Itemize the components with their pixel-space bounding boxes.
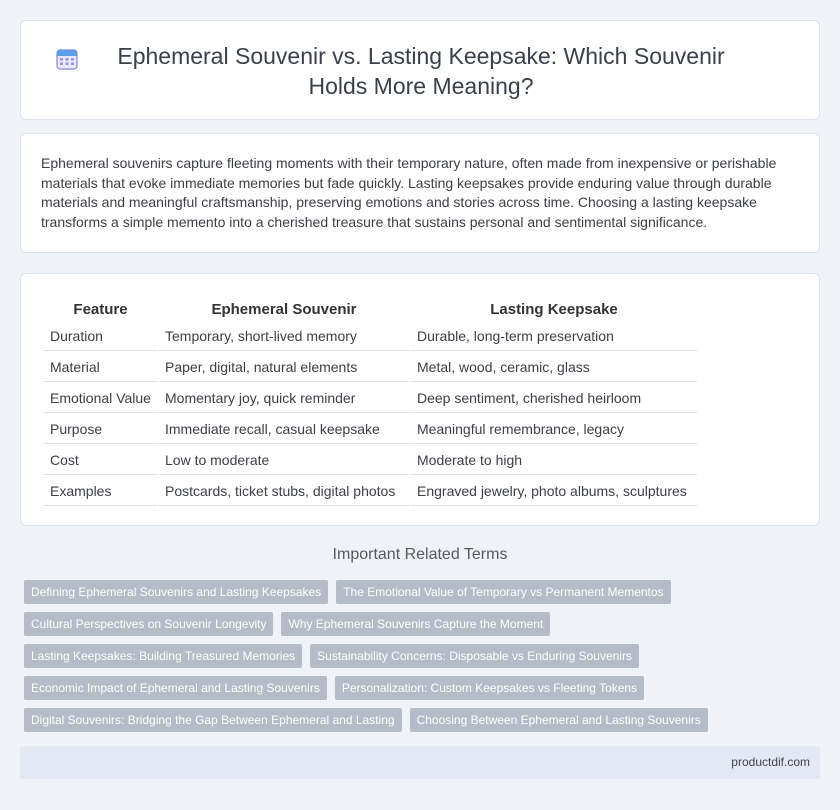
table-row (44, 415, 697, 444)
table-cell: Low to moderate (159, 446, 409, 475)
table-cell: Paper, digital, natural elements (159, 353, 409, 382)
table-cell: Purpose (44, 415, 157, 444)
summary-card (20, 133, 820, 253)
related-terms-list (24, 580, 824, 740)
table-cell: Temporary, short-lived memory (159, 322, 409, 351)
column-header: Feature (73, 301, 128, 318)
table-header-row (44, 297, 697, 320)
related-term-tag[interactable]: The Emotional Value of Temporary vs Permanent Mementos (336, 580, 670, 604)
table-row (44, 322, 697, 351)
header-card (20, 20, 820, 120)
table-cell: Material (44, 353, 157, 382)
table-cell: Durable, long-term preservation (411, 322, 697, 351)
related-term-tag[interactable]: Economic Impact of Ephemeral and Lasting Souvenirs (24, 676, 327, 700)
comparison-table (42, 295, 699, 508)
table-cell: Deep sentiment, cherished heirloom (411, 384, 697, 413)
table-row (44, 353, 697, 382)
column-header: Ephemeral Souvenir (211, 301, 357, 318)
table-cell: Duration (44, 322, 157, 351)
related-term-tag[interactable]: Why Ephemeral Souvenirs Capture the Moment (281, 612, 550, 636)
table-cell: Metal, wood, ceramic, glass (411, 353, 697, 382)
footer-site-link[interactable]: productdif.com (731, 755, 810, 769)
page-title: Ephemeral Souvenir vs. Lasting Keepsake: Which Souvenir Holds More Meaning? (117, 43, 725, 99)
table-row (44, 477, 697, 506)
related-term-tag[interactable]: Cultural Perspectives on Souvenir Longevity (24, 612, 273, 636)
related-term-tag[interactable]: Lasting Keepsakes: Building Treasured Memories (24, 644, 302, 668)
table-cell: Meaningful remembrance, legacy (411, 415, 697, 444)
related-terms-heading: Important Related Terms (332, 546, 508, 563)
table-cell: Moderate to high (411, 446, 697, 475)
table-cell: Emotional Value (44, 384, 157, 413)
related-term-tag[interactable]: Defining Ephemeral Souvenirs and Lasting Keepsakes (24, 580, 328, 604)
related-term-tag[interactable]: Personalization: Custom Keepsakes vs Fleeting Tokens (335, 676, 644, 700)
table-row (44, 446, 697, 475)
footer (20, 746, 820, 779)
table-cell: Engraved jewelry, photo albums, sculptures (411, 477, 697, 506)
related-term-tag[interactable]: Digital Souvenirs: Bridging the Gap Between Ephemeral and Lasting (24, 708, 402, 732)
related-term-tag[interactable]: Sustainability Concerns: Disposable vs Enduring Souvenirs (310, 644, 639, 668)
column-header: Lasting Keepsake (490, 301, 618, 318)
comparison-table-card (20, 273, 820, 526)
table-cell: Immediate recall, casual keepsake (159, 415, 409, 444)
summary-text: Ephemeral souvenirs capture fleeting moments with their temporary nature, often made from inexpensive or perishable materials that evoke immediate memories but fade quickly. Lasting keepsakes provide enduring value through durable materials and meaningful craftsmanship, preserving emotions and stories across time. Choosing a lasting keepsake transforms a simple memento into a cherished treasure that sustains personal and sentimental significance. (41, 155, 777, 230)
table-cell: Momentary joy, quick reminder (159, 384, 409, 413)
related-term-tag[interactable]: Choosing Between Ephemeral and Lasting Souvenirs (410, 708, 708, 732)
table-row (44, 384, 697, 413)
table-cell: Examples (44, 477, 157, 506)
table-cell: Cost (44, 446, 157, 475)
table-cell: Postcards, ticket stubs, digital photos (159, 477, 409, 506)
